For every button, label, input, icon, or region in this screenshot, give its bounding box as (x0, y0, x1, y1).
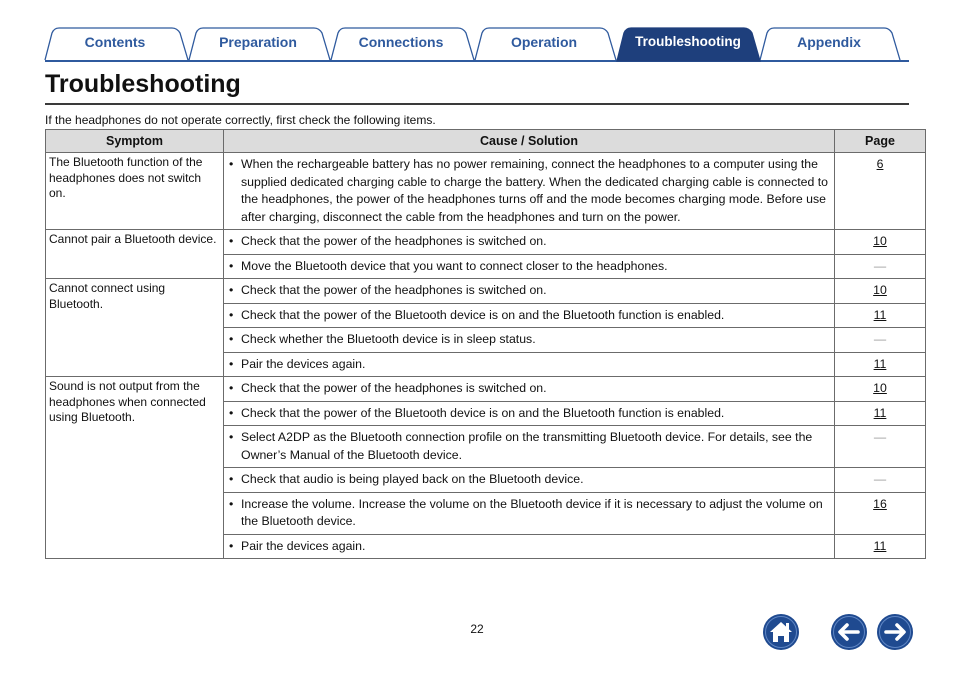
tab-connections[interactable]: Connections (358, 34, 444, 50)
cause-text: Check that the power of the Bluetooth device is on and the Bluetooth function is enabled. (241, 307, 725, 322)
table-row (46, 377, 926, 402)
arrow-left-icon (830, 613, 868, 651)
cause-text: Check that the power of the Bluetooth device is on and the Bluetooth function is enabled. (241, 405, 725, 420)
page-title: Troubleshooting (45, 70, 241, 98)
header-page: Page (835, 130, 926, 153)
cause-text: When the rechargeable battery has no power remaining, connect the headphones to a computer using the supplied dedicated charging cable to charge the battery. When the dedicated charging cable is connected to the headphones, the power of the headphones turns off and the mode becomes charging mode. Before use after charging, disconnect the cable from the headphones and turn on the power. (241, 157, 828, 224)
symptom-cell: The Bluetooth function of the headphones does not switch on. (46, 153, 224, 230)
page-cell (835, 426, 926, 468)
cause-text: Check that the power of the headphones is switched on. (241, 234, 547, 248)
cause-cell (224, 279, 835, 304)
table-row (46, 153, 926, 230)
page-cell (835, 401, 926, 426)
page-cell (835, 468, 926, 493)
forward-button[interactable] (876, 613, 914, 651)
table-row (46, 279, 926, 304)
page-cell (835, 254, 926, 279)
bullet-marker: • (229, 332, 234, 346)
bullet-marker: • (229, 381, 234, 395)
cause-text: Check that the power of the headphones is switched on. (241, 283, 547, 297)
page-dash: — (873, 332, 887, 346)
page-link[interactable]: 6 (876, 157, 884, 171)
bullet-marker: • (229, 307, 234, 322)
cause-text: Check that audio is being played back on the Bluetooth device. (241, 472, 584, 486)
page-dash: — (873, 258, 887, 273)
cause-cell (224, 230, 835, 255)
page-cell (835, 230, 926, 255)
symptom-cell: Cannot connect using Bluetooth. (46, 279, 224, 377)
cause-text: Pair the devices again. (241, 356, 366, 371)
home-button[interactable] (762, 613, 800, 651)
cause-cell (224, 303, 835, 328)
arrow-right-icon (876, 613, 914, 651)
cause-text: Check that the power of the headphones is switched on. (241, 381, 547, 395)
header-symptom: Symptom (46, 130, 224, 153)
bullet-marker: • (229, 538, 234, 553)
bullet-marker: • (229, 157, 234, 171)
cause-cell (224, 153, 835, 230)
page-link[interactable]: 11 (873, 538, 887, 553)
page-cell (835, 153, 926, 230)
intro-text: If the headphones do not operate correctly, first check the following items. (45, 113, 436, 127)
home-icon (762, 613, 800, 651)
cause-text: Move the Bluetooth device that you want to connect closer to the headphones. (241, 258, 668, 273)
bullet-marker: • (229, 430, 234, 444)
page-cell (835, 492, 926, 534)
cause-cell (224, 401, 835, 426)
cause-text: Increase the volume. Increase the volume on the Bluetooth device if it is necessary to adjust the volume on the Bluetooth device. (241, 496, 823, 528)
cause-cell (224, 492, 835, 534)
header-cause: Cause / Solution (224, 130, 835, 153)
bullet-marker: • (229, 472, 234, 486)
tab-preparation[interactable]: Preparation (219, 34, 297, 50)
tab-contents[interactable]: Contents (84, 34, 146, 50)
tab-operation[interactable]: Operation (510, 34, 578, 50)
cause-cell (224, 377, 835, 402)
page-number: 22 (470, 622, 484, 636)
page-link[interactable]: 11 (873, 356, 887, 371)
page-link[interactable]: 10 (873, 234, 887, 248)
cause-text: Check whether the Bluetooth device is in sleep status. (241, 332, 536, 346)
cause-cell (224, 254, 835, 279)
tab-bar (0, 0, 954, 64)
symptom-cell: Cannot pair a Bluetooth device. (46, 230, 224, 279)
tab-appendix[interactable]: Appendix (797, 34, 861, 50)
troubleshooting-table (45, 129, 926, 559)
tab-bar-graphics (0, 0, 954, 64)
bullet-marker: • (229, 234, 234, 248)
page-link[interactable]: 11 (873, 405, 887, 420)
cause-text: Select A2DP as the Bluetooth connection profile on the transmitting Bluetooth device. For details, see the Owner’s Manual of the Bluetooth device. (241, 430, 813, 462)
bullet-marker: • (229, 356, 234, 371)
symptom-cell: Sound is not output from the headphones when connected using Bluetooth. (46, 377, 224, 559)
page-link[interactable]: 10 (873, 381, 887, 395)
page-link[interactable]: 11 (873, 307, 887, 322)
cause-cell (224, 534, 835, 559)
tab-troubleshooting[interactable]: Troubleshooting (635, 34, 741, 49)
cause-cell (224, 426, 835, 468)
title-divider (45, 103, 909, 105)
bullet-marker: • (229, 283, 234, 297)
page-cell (835, 534, 926, 559)
page-cell (835, 328, 926, 353)
cause-cell (224, 352, 835, 377)
back-button[interactable] (830, 613, 868, 651)
bullet-marker: • (229, 496, 234, 511)
page-cell (835, 303, 926, 328)
cause-text: Pair the devices again. (241, 538, 366, 553)
bullet-marker: • (229, 258, 234, 273)
page-cell (835, 279, 926, 304)
table-row (46, 230, 926, 255)
page-dash: — (873, 430, 887, 444)
table-header-row (46, 130, 926, 153)
page-link[interactable]: 16 (873, 496, 887, 511)
page-cell (835, 352, 926, 377)
cause-cell (224, 468, 835, 493)
cause-cell (224, 328, 835, 353)
bullet-marker: • (229, 405, 234, 420)
page-cell (835, 377, 926, 402)
page-dash: — (873, 472, 887, 486)
page-link[interactable]: 10 (873, 283, 887, 297)
